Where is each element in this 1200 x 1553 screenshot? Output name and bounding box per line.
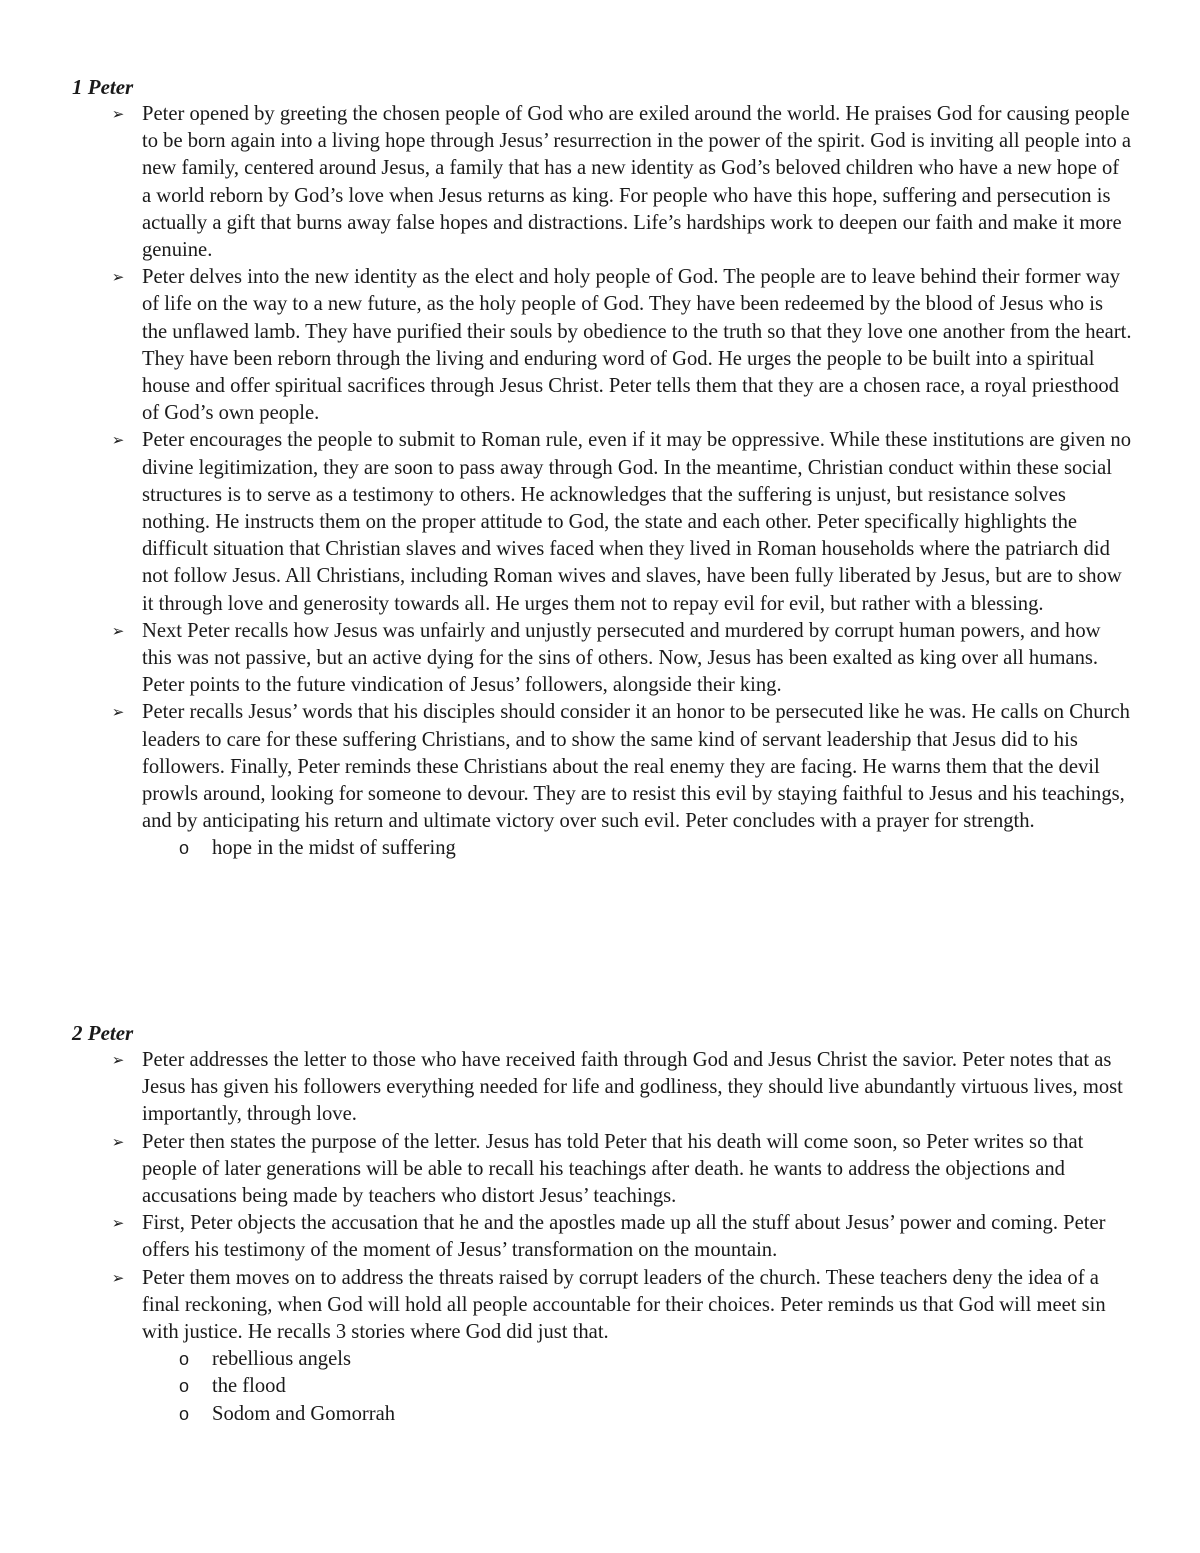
sub-bullet-item (72, 1373, 1132, 1400)
arrow-bullet-icon: ➢ (111, 1214, 125, 1233)
section-1-peter (72, 74, 1132, 863)
sub-bullet-item (72, 835, 1132, 862)
bullet-item (72, 1129, 1132, 1211)
bullet-text: First, Peter objects the accusation that he and the apostles made up all the stuff about Jesus’ power and coming. Peter offers his testimony of the moment of Jesus’ transformation on the mountain. (142, 1212, 1106, 1262)
arrow-bullet-icon: ➢ (111, 105, 125, 123)
bullet-text: Peter then states the purpose of the letter. Jesus has told Peter that his death will come soon, so Peter writes so that people of later generations will be able to recall his teachings after death. he wants to address the objections and accusations being made by teachers who distort Jesus’ teachings. (142, 1130, 1084, 1208)
section-heading: 2 Peter (72, 1021, 134, 1045)
sub-bullet-text: hope in the midst of suffering (212, 837, 456, 860)
bullet-text: Peter opened by greeting the chosen people of God who are exiled around the world. He praises God for causing people to be born again into a living hope through Jesus’ resurrection in the power of the spirit. God is inviting all people into a new family, centered around Jesus, a family that has a new identity as God’s beloved children who have a new hope of a world reborn by God’s love when Jesus returns as king. For people who have this hope, suffering and persecution is actually a gift that burns away false hopes and distractions. Life’s hardships work to deepen our faith and make it more genuine. (142, 103, 1132, 262)
sub-bullet-item (72, 1346, 1132, 1373)
bullet-item (72, 427, 1132, 617)
bullet-item (72, 101, 1132, 264)
sub-bullet-list (72, 1346, 1132, 1428)
sub-bullet-text: the flood (212, 1375, 286, 1398)
circle-bullet-icon: o (178, 1376, 189, 1397)
bullet-text: Peter delves into the new identity as the elect and holy people of God. The people are to leave behind their former way of life on the way to a new future, as the holy people of God. They have been redeemed by the blood of Jesus who is the unflawed lamb. They have purified their souls by obedience to the truth so that they love one another from the heart. They have been reborn through the living and enduring word of God. He urges the people to be built into a spiritual house and offer spiritual sacrifices through Jesus Christ. Peter tells them that they are a chosen race, a royal priesthood of God’s own people. (142, 266, 1132, 425)
arrow-bullet-icon: ➢ (111, 268, 125, 287)
bullet-text: Next Peter recalls how Jesus was unfairly and unjustly persecuted and murdered by corrupt human powers, and how this was not passive, but an active dying for the sins of others. Now, Jesus has been exalted as king over all humans. Peter points to the future vindication of Jesus’ followers, alongside their king. (142, 619, 1101, 697)
section-2-peter (72, 1020, 1132, 1428)
bullet-item (72, 1047, 1132, 1129)
bullet-item (72, 1265, 1132, 1347)
arrow-bullet-icon: ➢ (111, 1268, 125, 1287)
circle-bullet-icon: o (178, 1349, 189, 1370)
bullet-item (72, 1210, 1132, 1264)
sub-bullet-text: rebellious angels (212, 1348, 351, 1371)
bullet-list (72, 1047, 1132, 1346)
bullet-text: Peter recalls Jesus’ words that his disciples should consider it an honor to be persecuted like he was. He calls on Church leaders to care for these suffering Christians, and to show the same kind of servant leadership that Jesus did to his followers. Finally, Peter reminds these Christians about the real enemy they are facing. He warns them that the devil prowls around, looking for someone to devour. They are to resist this evil by staying faithful to Jesus and his teachings, and by anticipating his return and ultimate victory over such evil. Peter concludes with a prayer for strength. (142, 701, 1130, 833)
bullet-text: Peter addresses the letter to those who have received faith through God and Jesus Christ the savior. Peter notes that as Jesus has given his followers everything needed for life and godliness, they should live abundantly virtuous lives, most importantly, through love. (142, 1049, 1123, 1126)
arrow-bullet-icon: ➢ (111, 1132, 125, 1151)
arrow-bullet-icon: ➢ (111, 1051, 125, 1069)
sub-bullet-list (72, 835, 1132, 862)
bullet-item (72, 264, 1132, 427)
arrow-bullet-icon: ➢ (111, 431, 125, 450)
bullet-item (72, 618, 1132, 700)
arrow-bullet-icon: ➢ (111, 621, 125, 640)
circle-bullet-icon: o (178, 1403, 189, 1424)
section-heading: 1 Peter (72, 75, 134, 99)
arrow-bullet-icon: ➢ (111, 703, 125, 722)
bullet-text: Peter encourages the people to submit to Roman rule, even if it may be oppressive. While these institutions are given no divine legitimization, they are soon to pass away through God. In the meantime, Christian conduct within these social structures is to serve as a testimony to others. He acknowledges that the suffering is unjust, but resistance solves nothing. He instructs them on the proper attitude to God, the state and each other. Peter specifically highlights the difficult situation that Christian slaves and wives faced when they lived in Roman households where the patriarch did not follow Jesus. All Christians, including Roman wives and slaves, have been fully liberated by Jesus, but are to show it through love and generosity towards all. He urges them not to repay evil for evil, but rather with a blessing. (142, 429, 1132, 615)
bullet-list (72, 101, 1132, 835)
sub-bullet-text: Sodom and Gomorrah (212, 1402, 396, 1425)
sub-bullet-item (72, 1401, 1132, 1428)
circle-bullet-icon: o (178, 838, 189, 859)
bullet-text: Peter them moves on to address the threats raised by corrupt leaders of the church. These teachers deny the idea of a final reckoning, when God will hold all people accountable for their choices. Peter reminds us that God will meet sin with justice. He recalls 3 stories where God did just that. (142, 1266, 1106, 1344)
bullet-item (72, 699, 1132, 835)
